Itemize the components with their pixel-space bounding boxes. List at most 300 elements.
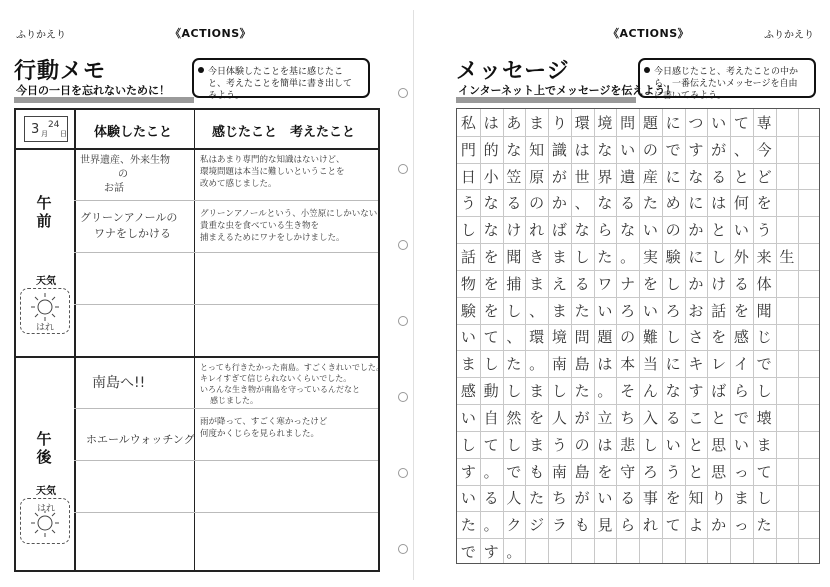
weather-text-afternoon: はれ [37,504,56,514]
grid-char: し [756,382,772,401]
grid-char: て [733,113,749,132]
date-day-unit: 日 [60,130,67,138]
message-title: メッセージ [456,59,570,84]
grid-char: ま [529,113,545,132]
grid-char: 思 [711,462,727,481]
grid-char: ち [551,489,567,508]
grid-char: る [506,194,522,213]
entry-line: グリーンアノールという、小笠原にしかいない [200,209,378,219]
grid-char: 小 [483,167,499,186]
grid-char: た [574,382,590,401]
grid-char: す [483,543,499,562]
grid-char: い [733,221,749,240]
grid-char: し [756,489,772,508]
ruled-line [74,304,378,305]
grid-char: を [642,274,658,293]
grid-char: る [483,489,499,508]
grid-char: い [460,489,476,508]
grid-char: た [756,516,772,535]
grid-char: で [665,140,681,159]
ruled-line [74,512,378,513]
grid-char: 感 [460,382,476,401]
manuscript-grid [456,108,820,564]
grid-char: の [620,328,636,347]
grid-char: ま [529,435,545,454]
header-row-line [16,148,378,150]
grid-char: ジ [529,516,545,535]
ruled-line [74,460,378,461]
grid-char: る [711,167,727,186]
grid-char: 日 [460,167,476,186]
grid-char: な [665,382,681,401]
grid-char: 題 [597,328,613,347]
grid-char: い [620,140,636,159]
grid-char: 笠 [506,167,522,186]
grid-char: を [529,408,545,427]
entry-line: いろんな生き物が南島を守っているんだなと [200,385,360,394]
grid-char: と [711,221,727,240]
grid-char: う [551,435,567,454]
afternoon-experience-2: ホエールウォッチング [86,433,195,446]
grid-row [457,297,819,324]
grid-char: た [460,516,476,535]
entry-line: 改めて感じました。 [200,179,277,189]
grid-row [457,431,819,458]
grid-char: い [642,221,658,240]
entry-line: 何度かくじらを見られました。 [200,429,320,439]
entry-line: 貴重な虫を食べている生き物を [200,221,320,231]
grid-char: 見 [597,516,613,535]
grid-char: い [711,113,727,132]
grid-char: 悲 [620,435,636,454]
grid-char: ら [733,382,749,401]
grid-char: 動 [483,382,499,401]
grid-char: て [483,328,499,347]
entry-line: 私はあまり専門的な知識はないけど、 [200,155,345,165]
entry-line: 環境問題は本当に難しいということを [200,167,345,177]
entry-line: 世界遺産、外来生物 [80,155,170,166]
grid-char: が [574,408,590,427]
grid-char: っ [733,462,749,481]
entry-line: 雨が降って、すごく寒かったけど [200,417,328,427]
grid-char: り [711,489,727,508]
grid-char: 験 [460,301,476,320]
header-furikaeri-right: ふりかえり [764,30,814,41]
grid-char: 話 [460,248,476,267]
grid-char: す [688,140,704,159]
grid-char: ら [597,221,613,240]
grid-char: と [688,462,704,481]
grid-char: う [756,221,772,240]
morning-feel-1 [200,154,345,190]
grid-char: れ [529,221,545,240]
grid-char: が [551,167,567,186]
grid-char: 入 [642,408,658,427]
grid-char: ど [756,167,772,186]
grid-char: な [483,221,499,240]
weather-text-morning: はれ [36,323,55,333]
grid-char: ま [529,274,545,293]
binder-hole [398,164,408,174]
grid-char: 南 [551,462,567,481]
grid-char: さ [688,328,704,347]
grid-char: こ [688,408,704,427]
actions-label: ACTIONS [181,27,240,40]
section-divider [16,356,378,358]
grid-char: 験 [665,248,681,267]
grid-char: を [733,301,749,320]
grid-char: 。 [483,516,499,535]
grid-char: け [711,274,727,293]
grid-char: を [483,274,499,293]
grid-char: た [597,248,613,267]
grid-char: で [506,462,522,481]
grid-char: え [551,274,567,293]
grid-char: し [506,382,522,401]
grid-row [457,404,819,431]
page-divider [413,10,414,580]
grid-char: ナ [620,274,636,293]
col-header-feel: 感じたこと 考えたこと [212,125,356,140]
grid-char: 環 [574,113,590,132]
grid-char: を [483,248,499,267]
grid-char: 体 [756,274,772,293]
ruled-line [74,408,378,409]
grid-char: と [711,408,727,427]
morning-label: 午前 [36,194,52,230]
grid-char: 問 [574,328,590,347]
grid-char: け [506,221,522,240]
grid-row [457,270,819,297]
grid-row [457,189,819,216]
grid-char: 識 [551,140,567,159]
grid-char: 。 [483,462,499,481]
grid-char: て [665,516,681,535]
grid-char: す [688,382,704,401]
entry-line: 捕まえるためにワナをしかけました。 [200,233,345,243]
grid-char: ま [756,435,772,454]
title-underline [456,97,636,103]
grid-char: 専 [756,113,772,132]
grid-char: 当 [642,355,658,374]
grid-char: い [460,408,476,427]
grid-char: を [756,194,772,213]
grid-char: い [665,435,681,454]
grid-char: 遺 [620,167,636,186]
header-furikaeri: ふりかえり [16,30,66,41]
grid-char: 感 [733,328,749,347]
grid-char: た [574,301,590,320]
grid-char: し [460,435,476,454]
grid-char: 聞 [756,301,772,320]
grid-char: 、 [733,140,749,159]
grid-char: に [665,167,681,186]
grid-char: 本 [620,355,636,374]
grid-char: を [597,462,613,481]
grid-char: 捕 [506,274,522,293]
title-underline [14,97,194,103]
grid-char: 産 [642,167,658,186]
grid-char: 実 [642,248,658,267]
grid-char: す [460,462,476,481]
grid-char: い [460,328,476,347]
grid-char: 立 [597,408,613,427]
grid-char: 何 [733,194,749,213]
grid-char: る [620,194,636,213]
grid-char: な [574,221,590,240]
grid-char: と [733,167,749,186]
grid-char: ろ [620,301,636,320]
date-month-unit: 月 [41,130,48,138]
afternoon-feel-1 [200,362,384,406]
grid-char: に [688,194,704,213]
grid-char: ち [620,408,636,427]
actions-label: ACTIONS [619,27,678,40]
grid-row [457,538,819,565]
grid-char: ク [506,516,522,535]
morning-experience-2 [80,210,177,242]
afternoon-experience-1: 南島へ!! [92,375,146,391]
grid-char: で [733,408,749,427]
grid-char: 。 [529,355,545,374]
grid-char: 世 [574,167,590,186]
grid-char: し [711,248,727,267]
grid-char: 今 [756,140,772,159]
entry-line: グリーンアノールの [80,211,178,224]
grid-char: は [597,435,613,454]
entry-line: お話 [104,183,124,194]
grid-char: ま [551,248,567,267]
afternoon-feel-2 [200,416,327,440]
grid-char: し [665,274,681,293]
grid-char: め [665,194,681,213]
grid-char: な [688,167,704,186]
grid-char: ま [551,301,567,320]
grid-char: ん [642,382,658,401]
grid-char: は [574,140,590,159]
grid-char: を [711,328,727,347]
grid-char: の [642,140,658,159]
grid-char: 。 [620,248,636,267]
grid-char: を [483,301,499,320]
grid-char: レ [711,355,727,374]
binder-hole [398,544,408,554]
grid-char: ば [711,382,727,401]
grid-char: 自 [483,408,499,427]
grid-char: う [460,194,476,213]
grid-char: い [733,435,749,454]
grid-char: た [506,355,522,374]
weather-box-morning [20,288,70,334]
grid-char: も [574,516,590,535]
grid-row [457,350,819,377]
grid-char: は [711,194,727,213]
grid-char: 、 [506,328,522,347]
grid-char: で [460,543,476,562]
grid-char: 題 [642,113,658,132]
grid-char: 外 [733,248,749,267]
weather-label-morning: 天気 [36,276,56,287]
grid-char: な [483,194,499,213]
grid-char: に [665,355,681,374]
grid-char: 聞 [506,248,522,267]
grid-char: 私 [460,113,476,132]
entry-line: キレイすぎて信じられないくらいでした。 [200,374,352,383]
grid-char: を [665,489,681,508]
binder-hole [398,468,408,478]
morning-experience-1 [80,154,170,196]
column-divider [74,110,76,572]
grid-char: ラ [551,516,567,535]
grid-row [457,458,819,485]
binder-hole [398,392,408,402]
message-subtitle: インターネット上でメッセージを伝えよう！ [458,84,677,97]
grid-char: う [665,462,681,481]
header-actions-right: 《ACTIONS》 [608,27,690,40]
grid-row [457,511,819,538]
grid-char: 話 [711,301,727,320]
date-box [24,116,68,142]
grid-char: い [597,301,613,320]
grid-char: 島 [574,462,590,481]
grid-char: が [711,140,727,159]
grid-char: し [483,355,499,374]
grid-char: る [620,489,636,508]
grid-char: 境 [597,113,613,132]
grid-char: な [597,194,613,213]
grid-char: 、 [574,194,590,213]
binder-hole [398,316,408,326]
grid-char: つ [688,113,704,132]
grid-char: よ [688,516,704,535]
grid-char: る [665,408,681,427]
grid-char: る [733,274,749,293]
entry-line: ワナをしかける [94,227,171,240]
action-memo-table [14,108,384,572]
grid-char: の [665,221,681,240]
grid-char: と [688,435,704,454]
grid-char: い [597,489,613,508]
grid-char: り [551,113,567,132]
grid-char: い [642,301,658,320]
grid-char: し [551,382,567,401]
grid-char: 人 [551,408,567,427]
grid-char: ろ [665,301,681,320]
grid-char: 物 [460,274,476,293]
grid-char: て [756,462,772,481]
grid-char: 事 [642,489,658,508]
grid-char: は [597,355,613,374]
grid-char: 、 [529,301,545,320]
date-month: 3 [31,122,40,137]
grid-char: ワ [597,274,613,293]
entry-line: 感じました。 [210,396,258,405]
grid-char: し [506,435,522,454]
grid-char: も [529,462,545,481]
grid-row [457,324,819,351]
page-title: 行動メモ [14,59,107,84]
grid-char: か [711,516,727,535]
grid-char: は [483,113,499,132]
grid-char: 。 [597,382,613,401]
grid-char: っ [733,516,749,535]
grid-char: 問 [620,113,636,132]
grid-row [457,109,819,136]
grid-char: な [506,140,522,159]
grid-char: 来 [756,248,772,267]
grid-char: 南 [551,355,567,374]
page-subtitle: 今日の一日を忘れないために！ [16,84,170,97]
grid-char: 島 [574,355,590,374]
grid-char: 人 [506,489,522,508]
grid-row [457,485,819,512]
grid-char: の [529,194,545,213]
grid-char: か [688,274,704,293]
grid-char: し [665,328,681,347]
grid-char: 的 [483,140,499,159]
entry-line: の [118,169,128,180]
grid-char: に [665,113,681,132]
column-divider [194,110,195,572]
entry-line: とっても行きたかった南島。すごくきれいでした。 [200,363,384,372]
grid-char: 生 [779,248,795,267]
grid-char: 壊 [756,408,772,427]
grid-char: 然 [506,408,522,427]
grid-char: ま [733,489,749,508]
binder-hole [398,240,408,250]
grid-char: な [620,221,636,240]
grid-char: に [688,248,704,267]
date-day: 24 [48,120,60,130]
grid-char: 原 [529,167,545,186]
grid-char: で [756,355,772,374]
morning-feel-2 [200,208,377,244]
grid-char: 知 [529,140,545,159]
grid-char: 界 [597,167,613,186]
grid-char: た [529,489,545,508]
grid-char: き [529,248,545,267]
grid-char: か [688,221,704,240]
grid-char: そ [620,382,636,401]
grid-char: て [483,435,499,454]
grid-char: ら [620,516,636,535]
grid-char: の [574,435,590,454]
grid-char: し [642,435,658,454]
grid-char: 知 [688,489,704,508]
grid-char: な [597,140,613,159]
weather-label-afternoon: 天気 [36,486,56,497]
instruction-box [192,58,370,101]
ruled-line [74,200,378,201]
grid-row [457,377,819,404]
grid-char: 境 [551,328,567,347]
col-header-experience: 体験したこと [94,125,173,140]
grid-char: し [506,301,522,320]
grid-char: ろ [642,462,658,481]
grid-char: 守 [620,462,636,481]
afternoon-label: 午後 [36,430,52,466]
grid-char: 思 [711,435,727,454]
grid-char: た [642,194,658,213]
grid-char: ま [460,355,476,374]
header-actions: 《ACTIONS》 [170,27,252,40]
grid-char: イ [733,355,749,374]
grid-char: あ [506,113,522,132]
grid-char: キ [688,355,704,374]
grid-char: ば [551,221,567,240]
grid-char: か [551,194,567,213]
ruled-line [74,252,378,253]
